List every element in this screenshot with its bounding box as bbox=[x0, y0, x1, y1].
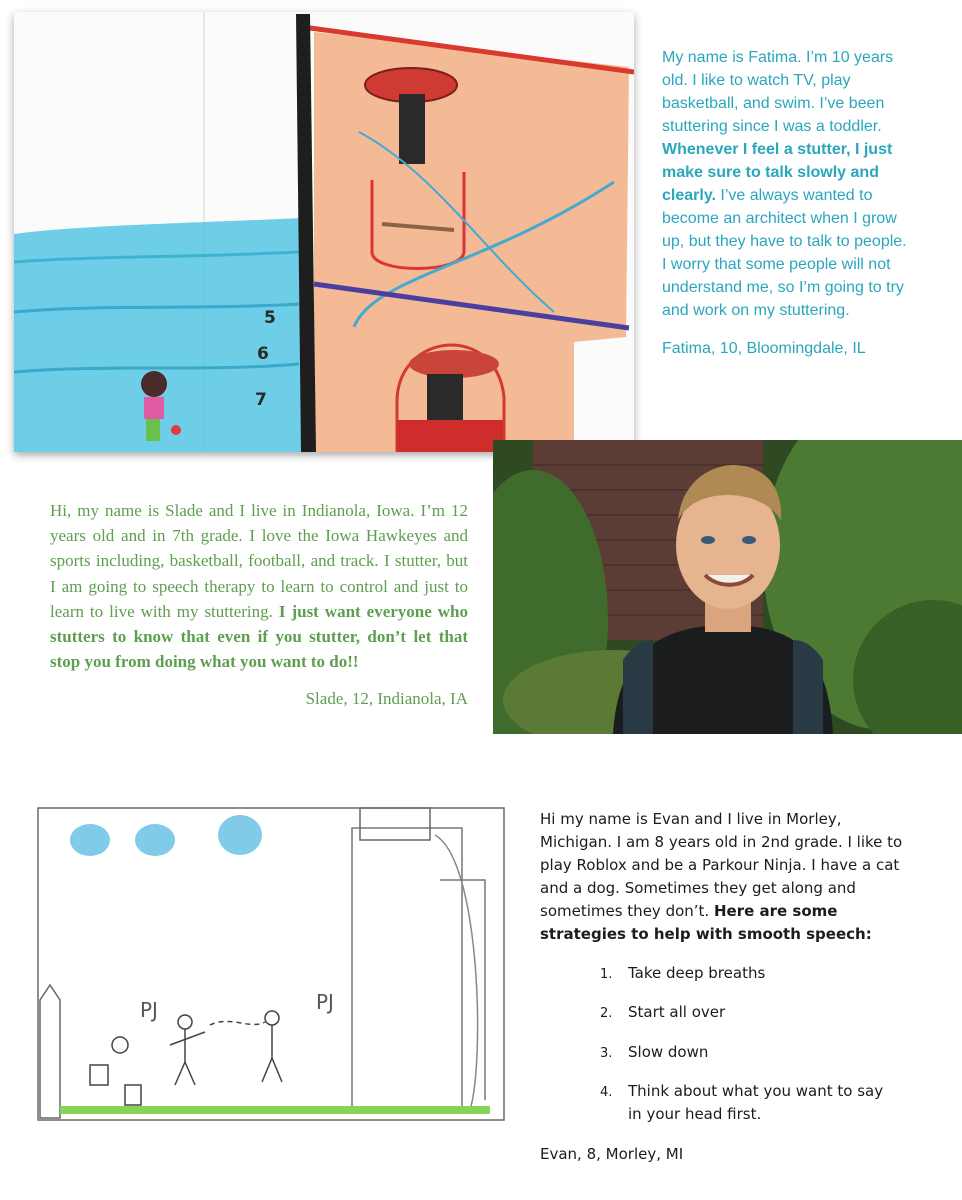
fatima-intro: My name is Fatima. I’m 10 years old. I like to watch TV, play basketball, and swim. I’ve been stuttering since I was a toddler. bbox=[662, 49, 894, 135]
drawing-number-7: 7 bbox=[255, 390, 267, 410]
fatima-rest: I’ve always wanted to become an architect when I grow up, but they have to talk to people. I worry that some people will not understand me, so I’m going to try and work on my stuttering. bbox=[662, 187, 907, 319]
fatima-drawing-art bbox=[14, 12, 634, 452]
strategy-number: 2. bbox=[600, 1006, 613, 1021]
fatima-highlight: Whenever I feel a stutter, I just make sure to talk slowly and clearly. bbox=[662, 141, 893, 204]
drawing-number-5: 5 bbox=[264, 308, 276, 328]
strategy-number: 4. bbox=[600, 1085, 613, 1100]
evan-paragraph bbox=[540, 808, 910, 946]
evan-drawing-art bbox=[30, 800, 522, 1124]
evan-highlight: Here are some strategies to help with smooth speech: bbox=[540, 902, 872, 943]
strategy-text: Slow down bbox=[628, 1043, 709, 1061]
fatima-story bbox=[662, 46, 912, 360]
slade-paragraph bbox=[50, 498, 468, 674]
strategy-text: Think about what you want to say in your head first. bbox=[628, 1082, 884, 1123]
fatima-drawing bbox=[14, 12, 634, 452]
drawing-number-6: 6 bbox=[257, 344, 269, 364]
slade-intro: Hi, my name is Slade and I live in Indianola, Iowa. I’m 12 years old and in 7th grade. I love the Iowa Hawkeyes and sports including, basketball, football, and track. I stutter, but I am going to speech therapy to learn to control and just to learn to live with my stuttering. bbox=[50, 501, 468, 621]
slade-story bbox=[50, 498, 468, 712]
evan-drawing bbox=[30, 800, 522, 1124]
evan-story bbox=[540, 808, 910, 1123]
strategy-text: Take deep breaths bbox=[628, 964, 766, 982]
drawing-label-pj-2: PJ bbox=[316, 990, 334, 1014]
strategy-text: Start all over bbox=[628, 1003, 726, 1021]
slade-highlight: I just want everyone who stutters to know that even if you stutter, don’t let that stop you from doing what you want to do!! bbox=[50, 601, 468, 672]
evan-intro: Hi my name is Evan and I live in Morley, Michigan. I am 8 years old in 2nd grade. I like to play Roblox and be a Parkour Ninja. I have a cat and a dog. Sometimes they get along and sometimes they don’t. bbox=[540, 810, 903, 920]
strategy-number: 3. bbox=[600, 1046, 613, 1061]
slade-signature: Slade, 12, Indianola, IA bbox=[305, 689, 468, 709]
slade-photo-art bbox=[493, 440, 962, 734]
slade-photo bbox=[493, 440, 962, 734]
evan-signature: Evan, 8, Morley, MI bbox=[540, 1145, 684, 1163]
drawing-label-pj-1: PJ bbox=[140, 998, 158, 1022]
strategy-number: 1. bbox=[600, 967, 613, 982]
fatima-paragraph bbox=[662, 46, 912, 322]
fatima-signature: Fatima, 10, Bloomingdale, IL bbox=[662, 340, 866, 357]
